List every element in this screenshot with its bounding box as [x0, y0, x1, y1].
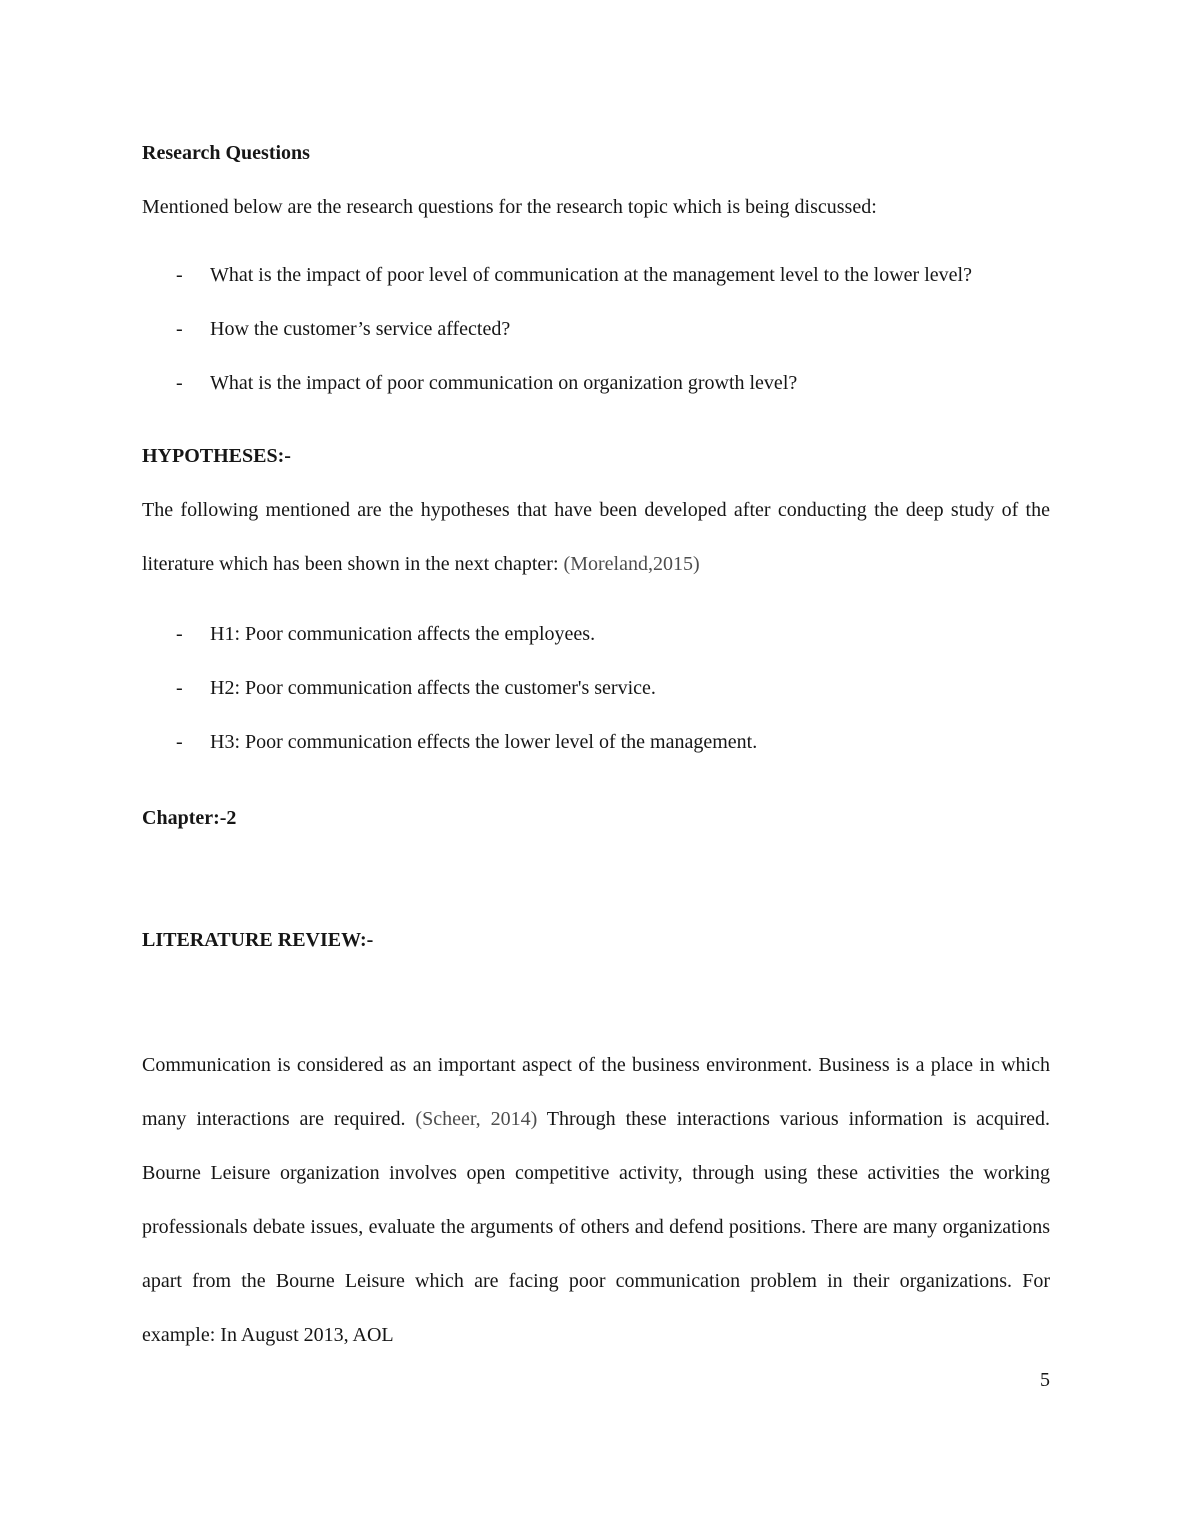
list-item-text: H1: Poor communication affects the employees. [210, 623, 596, 645]
citation-scheer: (Scheer, 2014) [415, 1108, 538, 1130]
citation-moreland: (Moreland,2015) [563, 553, 700, 575]
list-item-text: How the customer’s service affected? [210, 318, 511, 340]
list-item-text: What is the impact of poor communication on organization growth level? [210, 372, 798, 394]
research-questions-intro: Mentioned below are the research questions for the research topic which is being discussed: [142, 196, 877, 218]
research-questions-list [142, 248, 1050, 410]
literature-paragraph-text: Through these interactions various information is acquired. Bourne Leisure organization involves open competitive activity, through using these activities the working professionals debate issues, evaluate the arguments of others and defend positions. There are many organizations apart from the Bourne Leisure which are facing poor communication problem in their organizations. For example: In August 2013, AOL [142, 1108, 1050, 1346]
list-item [142, 248, 1050, 302]
list-item-text: H3: Poor communication effects the lower level of the management. [210, 731, 758, 753]
list-item [142, 302, 1050, 356]
list-item [142, 356, 1050, 410]
list-item [142, 607, 1050, 661]
dash-marker: - [176, 264, 183, 286]
hypotheses-intro [142, 483, 1050, 591]
literature-review-heading: LITERATURE REVIEW:- [142, 929, 374, 951]
research-questions-heading: Research Questions [142, 142, 310, 164]
dash-marker: - [176, 623, 183, 645]
list-item-text: H2: Poor communication affects the customer's service. [210, 677, 656, 699]
page-number: 5 [1040, 1369, 1050, 1391]
dash-marker: - [176, 318, 183, 340]
hypotheses-intro-text: The following mentioned are the hypotheses that have been developed after conducting the deep study of the literature which has been shown in the next chapter: [142, 499, 1050, 575]
chapter-heading: Chapter:-2 [142, 807, 237, 829]
dash-marker: - [176, 372, 183, 394]
hypotheses-heading: HYPOTHESES:- [142, 445, 291, 467]
literature-paragraph-text: Communication is considered as an important aspect of the business environment. Business is a place in which many interactions are required. [142, 1054, 1050, 1130]
dash-marker: - [176, 677, 183, 699]
list-item [142, 661, 1050, 715]
hypotheses-list [142, 607, 1050, 769]
literature-review-paragraph [142, 1038, 1050, 1362]
list-item-text: What is the impact of poor level of communication at the management level to the lower level? [210, 264, 972, 286]
dash-marker: - [176, 731, 183, 753]
list-item [142, 715, 1050, 769]
